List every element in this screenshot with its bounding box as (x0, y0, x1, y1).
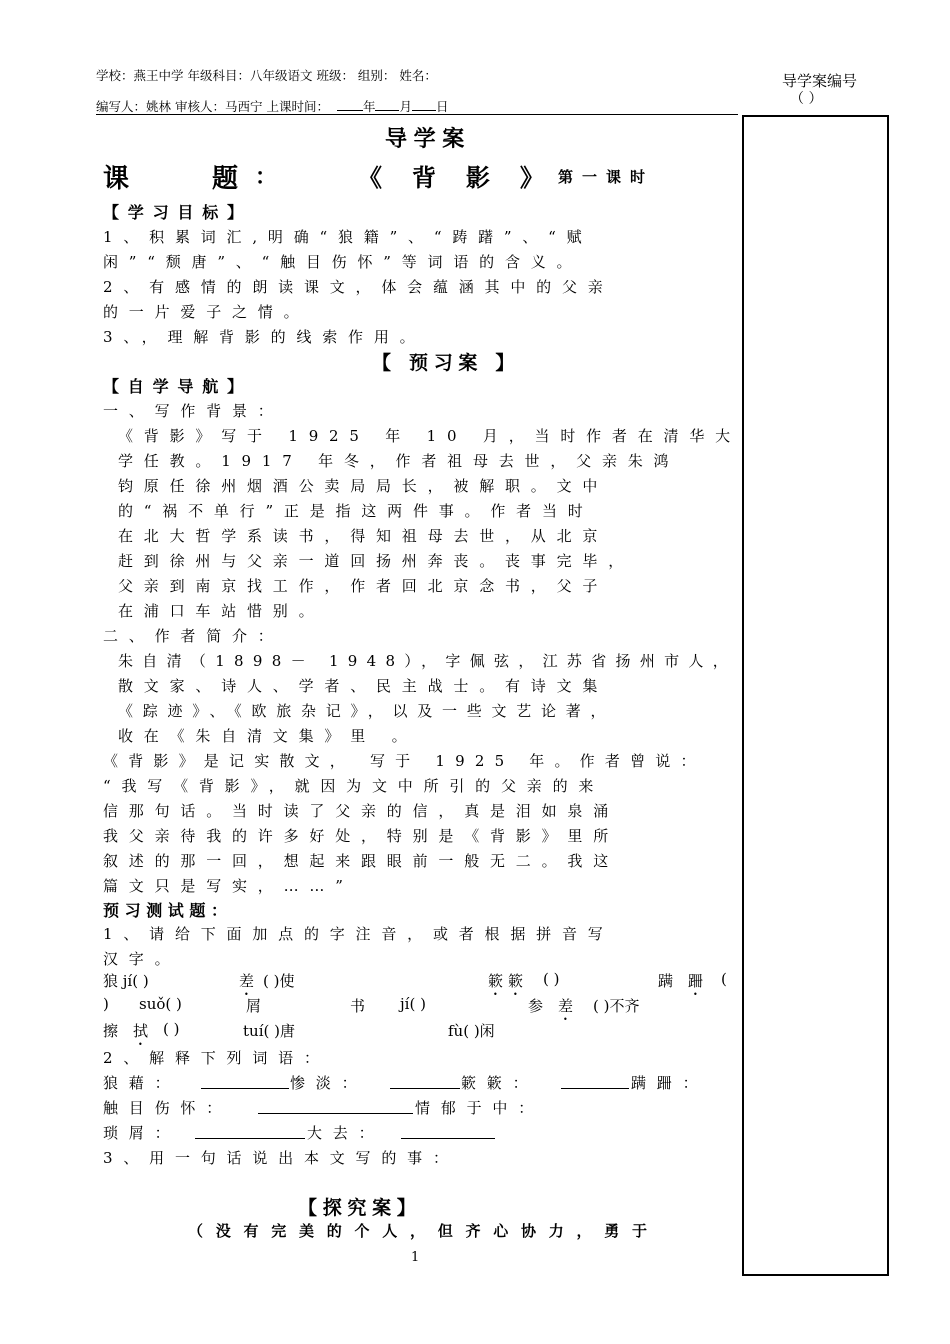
item-cashi-blank[interactable]: ( ) (163, 1020, 180, 1038)
term-suoxie: 琐屑： (103, 1124, 181, 1142)
lesson-ke: 课 (103, 164, 130, 194)
term-chumu: 触目伤怀： (103, 1099, 233, 1117)
explore-heading: 【探究案】 (298, 1197, 422, 1219)
background-line-2: 学任教。1917 年冬，作者祖母去世，父亲朱鸿 (118, 452, 680, 470)
pinyin-row-2 (103, 995, 743, 1017)
dot-char-shan: 跚 (688, 972, 704, 990)
item-suo-blank[interactable]: suǒ( ) (139, 995, 182, 1013)
item-fuxian-blank[interactable]: fù( )闲 (448, 1022, 495, 1040)
term-qingyu: 情郁于中： (415, 1099, 545, 1117)
item-panshan-close: ) (103, 995, 109, 1013)
definitions-row-2 (103, 1097, 743, 1119)
term-daqu: 大去： (307, 1124, 385, 1142)
term-panshan: 蹒跚： (631, 1074, 709, 1092)
author-line-1: 朱自清（1898－ 1948），字佩弦，江苏省扬州市人， (118, 652, 738, 670)
definitions-row-3 (103, 1122, 743, 1144)
doc-title: 导学案 (385, 126, 471, 152)
answer-candan[interactable] (390, 1074, 460, 1089)
pinyin-row-1 (103, 970, 743, 992)
pinyin-row-3 (103, 1020, 743, 1042)
month-blank[interactable] (375, 96, 399, 111)
year-blank[interactable] (337, 96, 363, 111)
answer-langji[interactable] (201, 1074, 289, 1089)
goal-line-3: 2、有感情的朗读课文，体会蕴涵其中的父亲 (103, 278, 614, 296)
quote-line-1: 《背影》是记实散文， 写于 1925 年。作者曾说： (103, 752, 706, 770)
dot-char-ci: 差 (558, 997, 574, 1015)
background-line-1: 《背影》写于 1925 年 10 月，当时作者在清华大 (118, 427, 741, 445)
background-line-4: 的“祸不单行”正是指这两件事。作者当时 (118, 502, 594, 520)
item-chashi-blank[interactable]: ( )使 (263, 972, 295, 990)
background-line-7: 父亲到南京找工作，作者回北京念书，父子 (118, 577, 609, 595)
char-ca: 擦 (103, 1022, 119, 1040)
author-line-3: 《踪迹》、《欧旅杂记》，以及一些文艺论著， (118, 702, 616, 720)
notes-column-box (742, 115, 889, 1276)
char-can: 参 (528, 997, 544, 1015)
term-langji: 狼藉： (103, 1074, 181, 1092)
char-shu: 书 (350, 997, 366, 1015)
background-line-5: 在北大哲学系读书，得知祖母去世，从北京 (118, 527, 609, 545)
quote-line-3: 信那句话。当时读了父亲的信，真是泪如泉涌 (103, 802, 620, 820)
item-ji-blank[interactable]: jí( ) (400, 995, 426, 1013)
dot-char-su-1: 簌 (488, 972, 504, 990)
section-author-title: 二、作者简介： (103, 627, 284, 645)
item-tuitang-blank[interactable]: tuí( )唐 (243, 1022, 295, 1040)
question-2: 2、解释下列词语： (103, 1049, 330, 1067)
item-langji[interactable]: 狼 jí( ) (103, 972, 149, 990)
question-1-line-1: 1、请给下面加点的字注音，或者根据拼音写 (103, 925, 614, 943)
preview-heading: 【 预习案 】 (372, 352, 521, 374)
year-label: 年 (362, 99, 376, 114)
definitions-row-1 (103, 1072, 743, 1094)
background-line-3: 钧原任徐州烟酒公卖局局长，被解职。文中 (118, 477, 609, 495)
lesson-period: 第一课时 (558, 168, 655, 186)
lesson-title: 《 背 影 》 (358, 163, 555, 192)
lesson-colon: ： (255, 164, 278, 190)
header-line-1: 学校：燕王中学 年级科目：八年级语文 班级： 组别： 姓名： (96, 68, 437, 83)
self-study-heading: 【自学导航】 (103, 377, 252, 396)
test-heading: 预习测试题： (103, 901, 233, 920)
author-line-2: 散文家、诗人、学者、民主战士。有诗文集 (118, 677, 609, 695)
goal-line-4: 的一片爱子之情。 (103, 303, 310, 321)
quote-line-6: 篇文只是写实，……” (103, 877, 354, 895)
lesson-ti: 题 (212, 164, 239, 194)
item-panshan-open[interactable]: ( (721, 970, 727, 988)
background-line-8: 在浦口车站惜别。 (118, 602, 325, 620)
question-1-line-2: 汉字。 (103, 950, 181, 968)
day-label: 日 (435, 99, 449, 114)
term-candan: 惨淡： (290, 1074, 368, 1092)
answer-daqu[interactable] (401, 1124, 495, 1139)
background-line-6: 赶到徐州与父亲一道回扬州奔丧。丧事完毕， (118, 552, 635, 570)
day-blank[interactable] (412, 96, 436, 111)
answer-susu[interactable] (561, 1074, 629, 1089)
case-number-label: 导学案编号 (782, 72, 858, 90)
goals-heading: 【学习目标】 (103, 203, 252, 222)
answer-suoxie[interactable] (195, 1124, 305, 1139)
goal-line-1: 1、积累词汇,明确“狼籍”、“踌躇”、“赋 (103, 228, 593, 246)
author-line-4: 收在《朱自清文集》里 。 (118, 727, 418, 745)
answer-chumu[interactable] (258, 1099, 413, 1114)
dot-char-shi: 拭 (133, 1022, 149, 1040)
dot-char-cha: 差 (239, 972, 255, 990)
item-susu-blank[interactable]: ( ) (543, 970, 560, 988)
quote-line-5: 叙述的那一回，想起来跟眼前一般无二。我这 (103, 852, 620, 870)
quote-line-2: “我写《背影》，就因为文中所引的父亲的来 (103, 777, 605, 795)
header-divider (96, 114, 738, 115)
char-xie: 屑 (246, 997, 262, 1015)
header-authors: 编写人：姚林 审核人：马西宁 上课时间： (96, 99, 329, 114)
page-number: 1 (411, 1250, 420, 1265)
item-cenci-blank[interactable]: ( )不齐 (593, 997, 640, 1015)
dot-char-su-2: 簌 (508, 972, 524, 990)
explore-motto: （没有完美的个人，但齐心协力，勇于 (188, 1222, 660, 1240)
char-pan: 蹒 (658, 972, 674, 990)
header-line-2 (96, 96, 448, 115)
term-susu: 簌簌： (461, 1074, 539, 1092)
goal-line-2: 闲”“颓唐”、“触目伤怀”等词语的含义。 (103, 253, 583, 271)
goal-line-5: 3、，理解背影的线索作用。 (103, 328, 426, 346)
quote-line-4: 我父亲待我的许多好处，特别是《背影》里所 (103, 827, 620, 845)
case-number-paren: （ ） (790, 91, 823, 107)
month-label: 月 (399, 99, 412, 114)
section-background-title: 一、写作背景： (103, 402, 284, 420)
question-3: 3、用一句话说出本文写的事： (103, 1149, 459, 1167)
